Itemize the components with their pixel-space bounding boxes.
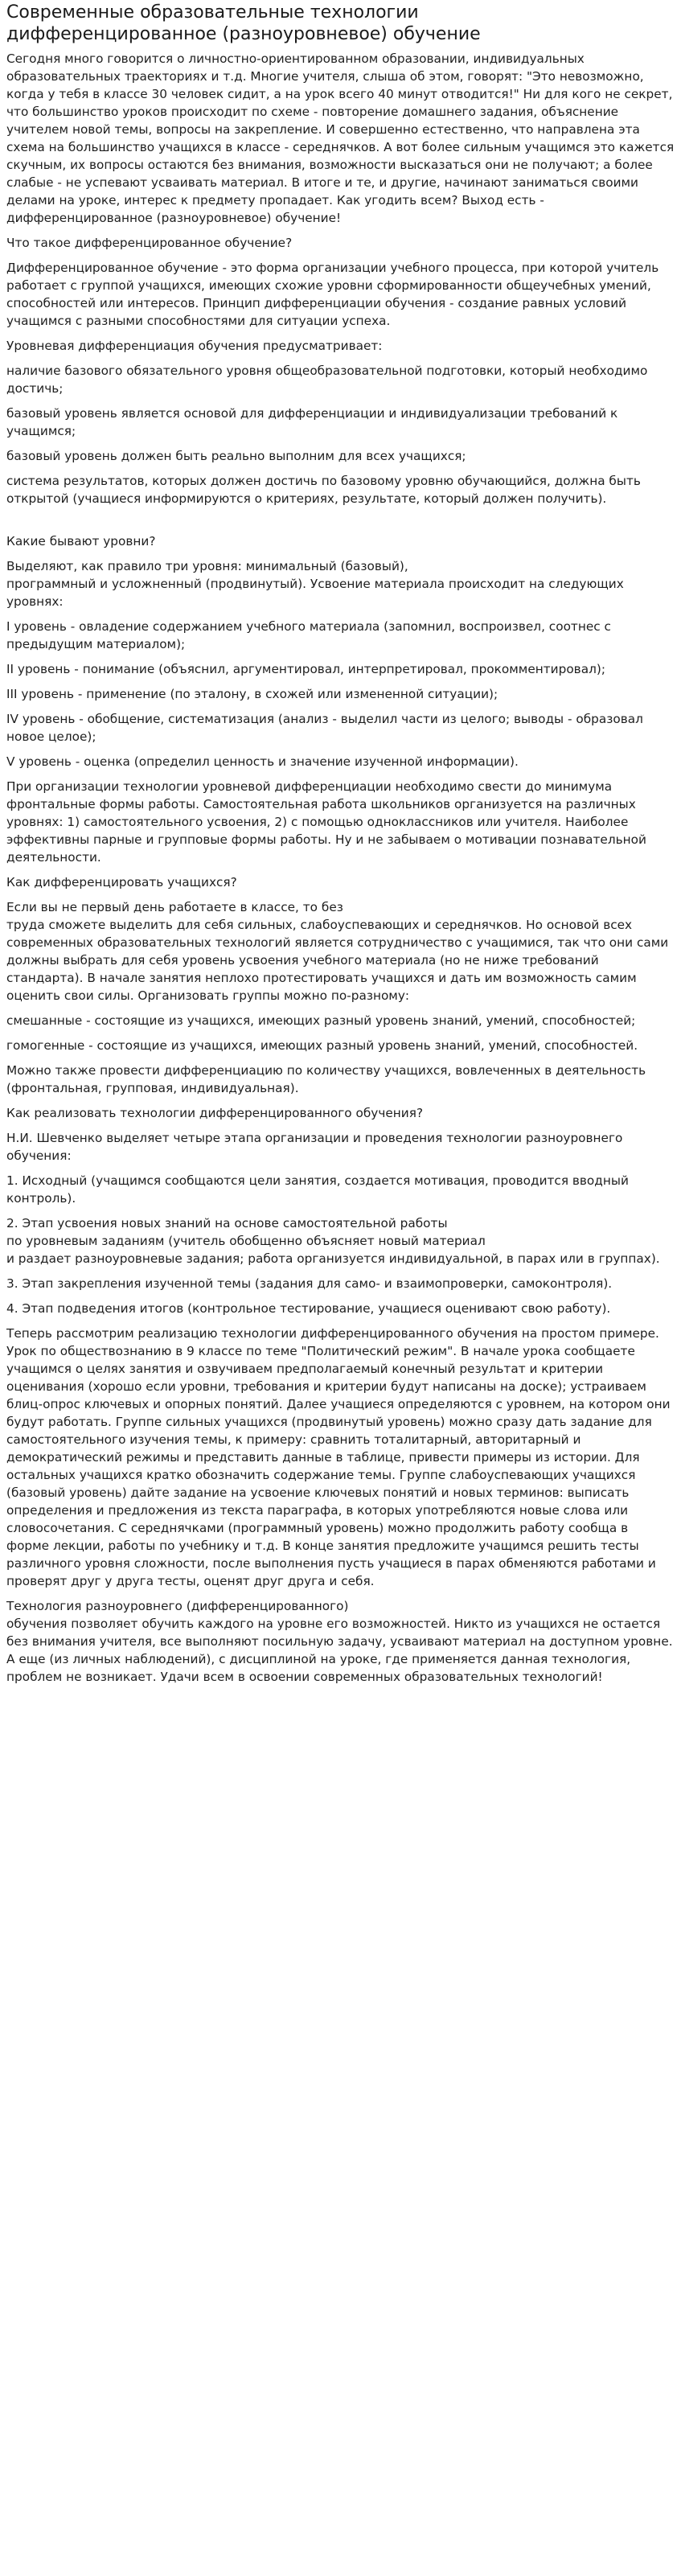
paragraph-differentiate: Если вы не первый день работаете в классе, то без труда сможете выделить для себя сильных, слабоуспевающих и середнячков. Но основой всех современных образовательных технологий является сотрудничество с учащимися, так что они сами должны выбрать для себя уровень усвоения учебного материала (но не ниже требований стандарта). В начале занятия неплохо протестировать учащихся и дать им возможность самим оценить свои силы. Организовать группы можно по-разному: [6, 900, 669, 1003]
article-title: Современные образовательные технологии дифференцированное (разноуровневое) обучение [6, 2, 481, 44]
level-item: IV уровень - обобщение, систематизация (анализ - выделил части из целого; выводы - образовал новое целое); [6, 712, 643, 744]
paragraph-organization: При организации технологии уровневой дифференциации необходимо свести до минимума фронтальные формы работы. Самостоятельная работа школьников организуется на различных уровнях: 1) самостоятельного усвоения, 2) с помощью одноклассников или учителя. Наиболее эффективны парные и групповые формы работы. Ну и не забываем о мотивации познавательной деятельности. [6, 779, 646, 865]
paragraph-definition: Дифференцированное обучение - это форма организации учебного процесса, при которой учитель работает с группой учащихся, имеющих схожие уровни сформированности общеучебных умений, способностей или интересов. Принцип дифференциации обучения - создание равных условий учащимся с разными способностями для ситуации успеха. [6, 261, 659, 328]
paragraph-level-diff: Уровневая дифференциация обучения предусматривает: [6, 339, 383, 353]
spacer [6, 515, 675, 532]
paragraph-conclusion: Технология разноуровнего (дифференцированного) обучения позволяет обучить каждого на уровне его возможностей. Никто из учащихся не остается без внимания учителя, все выполняют посильную задачу, усваивают материал на доступном уровне. А еще (из личных наблюдений), с дисциплиной на уроке, где применяется данная технология, проблем не возникает. Удачи всем в освоении современных образовательных технологий! [6, 1599, 673, 1684]
paragraph-shevchenko: Н.И. Шевченко выделяет четыре этапа организации и проведения технологии разноуровнего обучения: [6, 1131, 623, 1163]
question-levels: Какие бывают уровни? [6, 534, 156, 548]
level-item: II уровень - понимание (объяснил, аргументировал, интерпретировал, прокомментировал); [6, 662, 605, 676]
group-item: гомогенные - состоящие из учащихся, имеющих разный уровень знаний, умений, способностей. [6, 1038, 638, 1053]
paragraph-intro: Сегодня много говорится о личностно-ориентированном образовании, индивидуальных образовательных траекториях и т.д. Многие учителя, слыша об этом, говорят: "Это невозможно, когда у тебя в классе 30 человек сидит, а на урок всего 40 минут отводится!" Ни для кого не секрет, что большинство уроков происходит по схеме - повторение домашнего задания, объяснение учителем новой темы, вопросы на закрепление. И совершенно естественно, что направлена эта схема на большинство учащихся в классе - середнячков. А вот более сильным учащимся это кажется скучным, их вопросы остаются без внимания, возможности высказаться они не получают; а более слабые - не успевают усваивать материал. В итоге и те, и другие, начинают заниматься своими делами на уроке, интерес к предмету пропадает. Как угодить всем? Выход есть - дифференцированное (разноуровневое) обучение! [6, 51, 675, 225]
question-what-is: Что такое дифференцированное обучение? [6, 236, 293, 250]
question-how-differentiate: Как дифференцировать учащихся? [6, 875, 237, 889]
level-item: I уровень - овладение содержанием учебного материала (запомнил, воспроизвел, соотнес с предыдущим материалом); [6, 619, 611, 651]
paragraph-example: Теперь рассмотрим реализацию технологии дифференцированного обучения на простом примере. Урок по обществознанию в 9 классе по теме "Политический режим". В начале урока сообщаете учащимся о целях занятия и озвучиваем предполагаемый конечный результат и критерии оценивания (хорошо если уровни, требования и критерии будут написаны на доске); устраиваем блиц-опрос ключевых и опорных понятий. Далее учащиеся определяются с уровнем, на котором они будут работать. Группе сильных учащихся (продвинутый уровень) можно сразу дать задание для самостоятельного изучения темы, к примеру: сравнить тоталитарный, авторитарный и демократический режимы и представить данные в таблице, привести примеры из истории. Для остальных учащихся кратко обозначить содержание темы. Группе слабоуспевающих учащихся (базовый уровень) дайте задание на усвоение ключевых понятий и новых терминов: выписать определения и предложения из текста параграфа, в которых употребляются новые слова или словосочетания. С середнячками (программный уровень) можно продолжить работу сообща в форме лекции, работы по учебнику и т.д. В конце занятия предложите учащимся решить тесты различного уровня сложности, после выполнения пусть учащиеся в парах обменяются работами и проверят друг у друга тесты, оценят друг друга и себя. [6, 1326, 671, 1588]
level-item: III уровень - применение (по эталону, в схожей или измененной ситуации); [6, 687, 498, 701]
question-how-implement: Как реализовать технологии дифференцированного обучения? [6, 1106, 424, 1120]
stage-item: 1. Исходный (учащимся сообщаются цели занятия, создается мотивация, проводится вводный контроль). [6, 1173, 629, 1206]
list-item: базовый уровень должен быть реально выполним для всех учащихся; [6, 449, 466, 463]
list-item: базовый уровень является основой для дифференциации и индивидуализации требований к учащимся; [6, 406, 618, 438]
list-item: наличие базового обязательного уровня общеобразовательной подготовки, который необходимо достичь; [6, 364, 648, 396]
paragraph-by-count: Можно также провести дифференциацию по количеству учащихся, вовлеченных в деятельность (фронтальная, групповая, индивидуальная). [6, 1063, 646, 1095]
group-item: смешанные - состоящие из учащихся, имеющих разный уровень знаний, умений, способностей; [6, 1013, 636, 1028]
paragraph-three-levels: Выделяют, как правило три уровня: минимальный (базовый), программный и усложненный (продвинутый). Усвоение материала происходит на следующих уровнях: [6, 559, 624, 609]
level-item: V уровень - оценка (определил ценность и значение изученной информации). [6, 754, 519, 769]
list-item: система результатов, которых должен достичь по базовому уровню обучающийся, должна быть открытой (учащиеся информируются о критериях, результате, который должен получить). [6, 474, 641, 506]
stage-item: 4. Этап подведения итогов (контрольное тестирование, учащиеся оценивают свою работу). [6, 1301, 611, 1316]
stage-item: 3. Этап закрепления изученной темы (задания для само- и взаимопроверки, самоконтроля). [6, 1276, 613, 1291]
stage-item: 2. Этап усвоения новых знаний на основе самостоятельной работы по уровневым заданиям (учитель обобщенно объясняет новый материал и раздает разноуровневые задания; работа организуется индивидуальной, в парах или в группах). [6, 1216, 660, 1266]
